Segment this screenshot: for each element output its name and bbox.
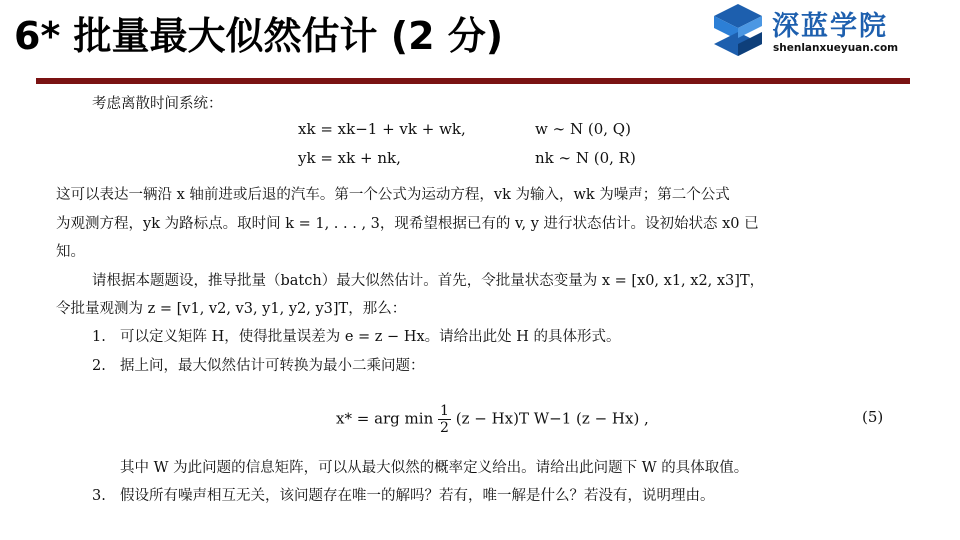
slide-title-text: 6* 批量最大似然估计 (2 分) bbox=[14, 14, 504, 58]
logo bbox=[710, 2, 910, 60]
item1-number: 1. bbox=[92, 329, 106, 345]
equation-rhs: (z − Hx)T W−1 (z − Hx) , bbox=[455, 409, 649, 428]
title-underline bbox=[36, 78, 910, 84]
item3-text: 假设所有噪声相互无关，该问题存在唯一的解吗？若有，唯一解是什么？若没有，说明理由。 bbox=[120, 488, 715, 504]
logo-name: 深蓝学院 bbox=[772, 11, 888, 42]
logo-mark-icon bbox=[710, 2, 766, 60]
logo-url: shenlanxueyuan.com bbox=[773, 42, 899, 54]
paragraph2-line2: 令批量观测为 z = [v1, v2, v3, y1, y2, y3]T，那么： bbox=[56, 301, 407, 317]
intro-text: 考虑离散时间系统： bbox=[92, 96, 223, 112]
equation-lhs: x* = arg min bbox=[336, 409, 434, 428]
paragraph2-line1: 请根据本题题设，推导批量（batch）最大似然估计。首先，令批量状态变量为 x = [x0, x1, x2, x3]T， bbox=[92, 273, 765, 289]
paragraph1-line1: 这可以表达一辆沿 x 轴前进或后退的汽车。第一个公式为运动方程，vk 为输入，wk 为噪声；第二个公式 bbox=[56, 187, 730, 203]
slide-title bbox=[14, 14, 503, 58]
item3-number: 3. bbox=[92, 488, 106, 504]
paragraph1-line2: 为观测方程，yk 为路标点。取时间 k = 1, . . . , 3，现希望根据已有的 v, y 进行状态估计。设初始状态 x0 已 bbox=[56, 216, 759, 232]
motion-noise: w ∼ N (0, Q) bbox=[535, 120, 631, 138]
motion-equation: xk = xk−1 + vk + wk, bbox=[298, 120, 466, 138]
fraction-numerator: 1 bbox=[440, 403, 449, 419]
fraction-denominator: 2 bbox=[440, 420, 449, 436]
paragraph1-line3: 知。 bbox=[56, 244, 85, 260]
info-matrix-note: 其中 W 为此问题的信息矩阵，可以从最大似然的概率定义给出。请给出此问题下 W 的具体取值。 bbox=[120, 460, 749, 476]
item2-text: 据上问，最大似然估计可转换为最小二乘问题： bbox=[120, 358, 425, 374]
equation-fraction bbox=[438, 403, 451, 436]
item2-number: 2. bbox=[92, 358, 106, 374]
item1-text: 可以定义矩阵 H，使得批量误差为 e = z − Hx。请给出此处 H 的具体形式。 bbox=[120, 329, 621, 345]
equation-tag: (5) bbox=[862, 408, 884, 426]
observation-noise: nk ∼ N (0, R) bbox=[535, 149, 636, 167]
ml-equation bbox=[336, 403, 649, 436]
observation-equation: yk = xk + nk, bbox=[298, 149, 401, 167]
